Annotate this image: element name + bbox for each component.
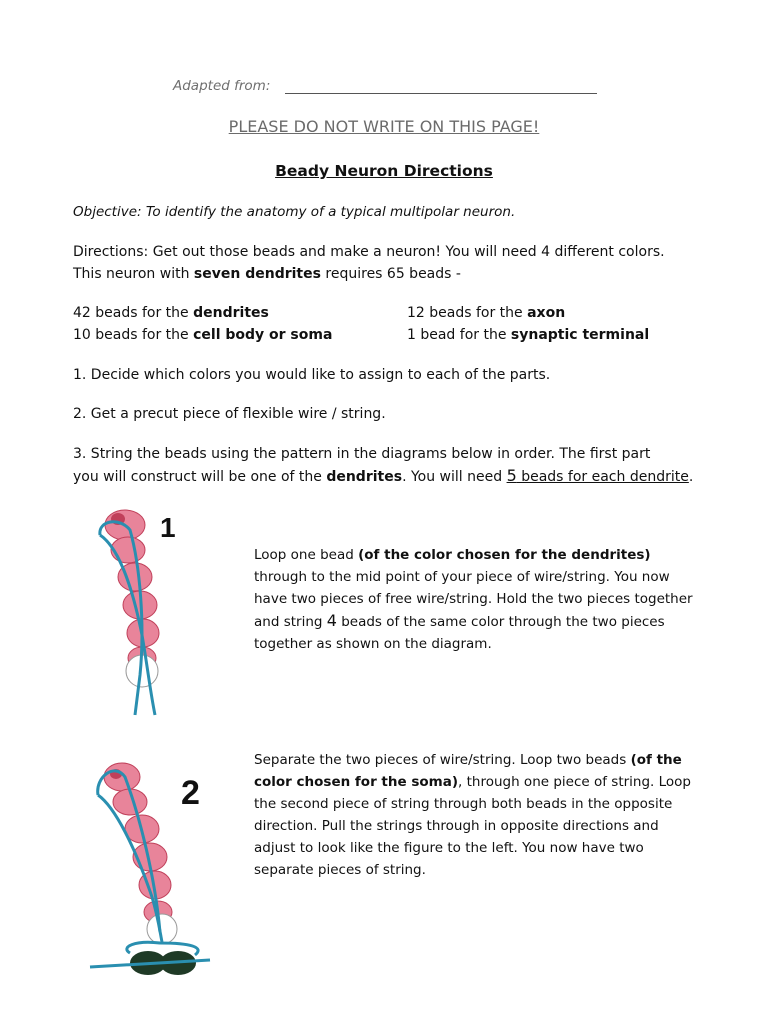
paragraph-2-text: Separate the two pieces of wire/string. Loop two beads bbox=[254, 752, 631, 768]
bead-count-soma bbox=[73, 324, 332, 346]
objective-text: Objective: To identify the anatomy of a typical multipolar neuron. bbox=[73, 204, 516, 220]
bead-count-synaptic-terminal bbox=[407, 324, 649, 346]
handwritten-number: 5 bbox=[506, 466, 517, 485]
figure-1-dendrite-diagram bbox=[80, 505, 205, 720]
step-3-text: you will construct will be one of the bbox=[73, 469, 327, 485]
paragraph-1-text-3: beads of the same color through the two pieces together as shown on the diagram. bbox=[254, 614, 665, 652]
step-paragraph-2 bbox=[254, 749, 704, 881]
paragraph-1-text-2: through to the mid point of your piece of wire/string. You now have two pieces of free wire/string. Hold the two pieces together and string bbox=[254, 569, 693, 630]
page-title: Beady Neuron Directions bbox=[275, 162, 493, 180]
beads-per-dendrite bbox=[506, 466, 689, 485]
paragraph-1-bold: (of the color chosen for the dendrites) bbox=[358, 547, 651, 563]
directions-text-end: requires 65 beads - bbox=[320, 266, 461, 282]
bead-count-prefix: 1 bead for the bbox=[407, 327, 511, 343]
step-3-line-1: 3. String the beads using the pattern in the diagrams below in order. The first part bbox=[73, 446, 651, 462]
bead-count-part: cell body or soma bbox=[193, 327, 333, 343]
figure-2-number: 2 bbox=[181, 774, 200, 812]
bead-count-part: synaptic terminal bbox=[510, 327, 650, 343]
seven-dendrites-text: seven dendrites bbox=[193, 266, 321, 282]
adapted-from-label: Adapted from: bbox=[173, 78, 271, 94]
step-3-period: . bbox=[688, 469, 694, 485]
paragraph-1-text: Loop one bead bbox=[254, 547, 359, 563]
bead-count-prefix: 10 beads for the bbox=[73, 327, 194, 343]
dendrites-text: dendrites bbox=[326, 469, 403, 485]
directions-line-2 bbox=[73, 263, 461, 285]
do-not-write-warning: PLEASE DO NOT WRITE ON THIS PAGE! bbox=[228, 117, 540, 136]
step-paragraph-1 bbox=[254, 544, 704, 655]
bead-count-axon bbox=[407, 302, 565, 324]
bead-count-dendrites bbox=[73, 302, 269, 324]
paragraph-2-text-2: , through one piece of string. Loop the second piece of string through both beads in the opposite direction. Pull the strings through in opposite directions and adjust to look like the figure to the left. You now have two separate pieces of string. bbox=[254, 774, 692, 878]
beads-per-dendrite-text: beads for each dendrite bbox=[516, 469, 689, 485]
step-3-text-mid: . You will need bbox=[402, 469, 507, 485]
directions-text: This neuron with bbox=[73, 266, 194, 282]
bead-count-part: axon bbox=[527, 305, 566, 321]
adapted-from-blank-line bbox=[285, 93, 597, 94]
figure-1-number: 1 bbox=[160, 512, 176, 543]
paragraph-2-bold: (of the color chosen for the soma) bbox=[254, 752, 682, 790]
bead bbox=[111, 537, 145, 563]
paragraph-1-number: 4 bbox=[326, 611, 337, 630]
bead-count-part: dendrites bbox=[193, 305, 269, 321]
step-2: 2. Get a precut piece of flexible wire / string. bbox=[73, 406, 386, 422]
bead-count-prefix: 12 beads for the bbox=[407, 305, 528, 321]
step-1: 1. Decide which colors you would like to assign to each of the parts. bbox=[73, 367, 551, 383]
bead-count-prefix: 42 beads for the bbox=[73, 305, 194, 321]
directions-line-1: Directions: Get out those beads and make a neuron! You will need 4 different colors. bbox=[73, 244, 665, 260]
bead bbox=[104, 763, 140, 791]
step-3-line-2 bbox=[73, 465, 693, 488]
